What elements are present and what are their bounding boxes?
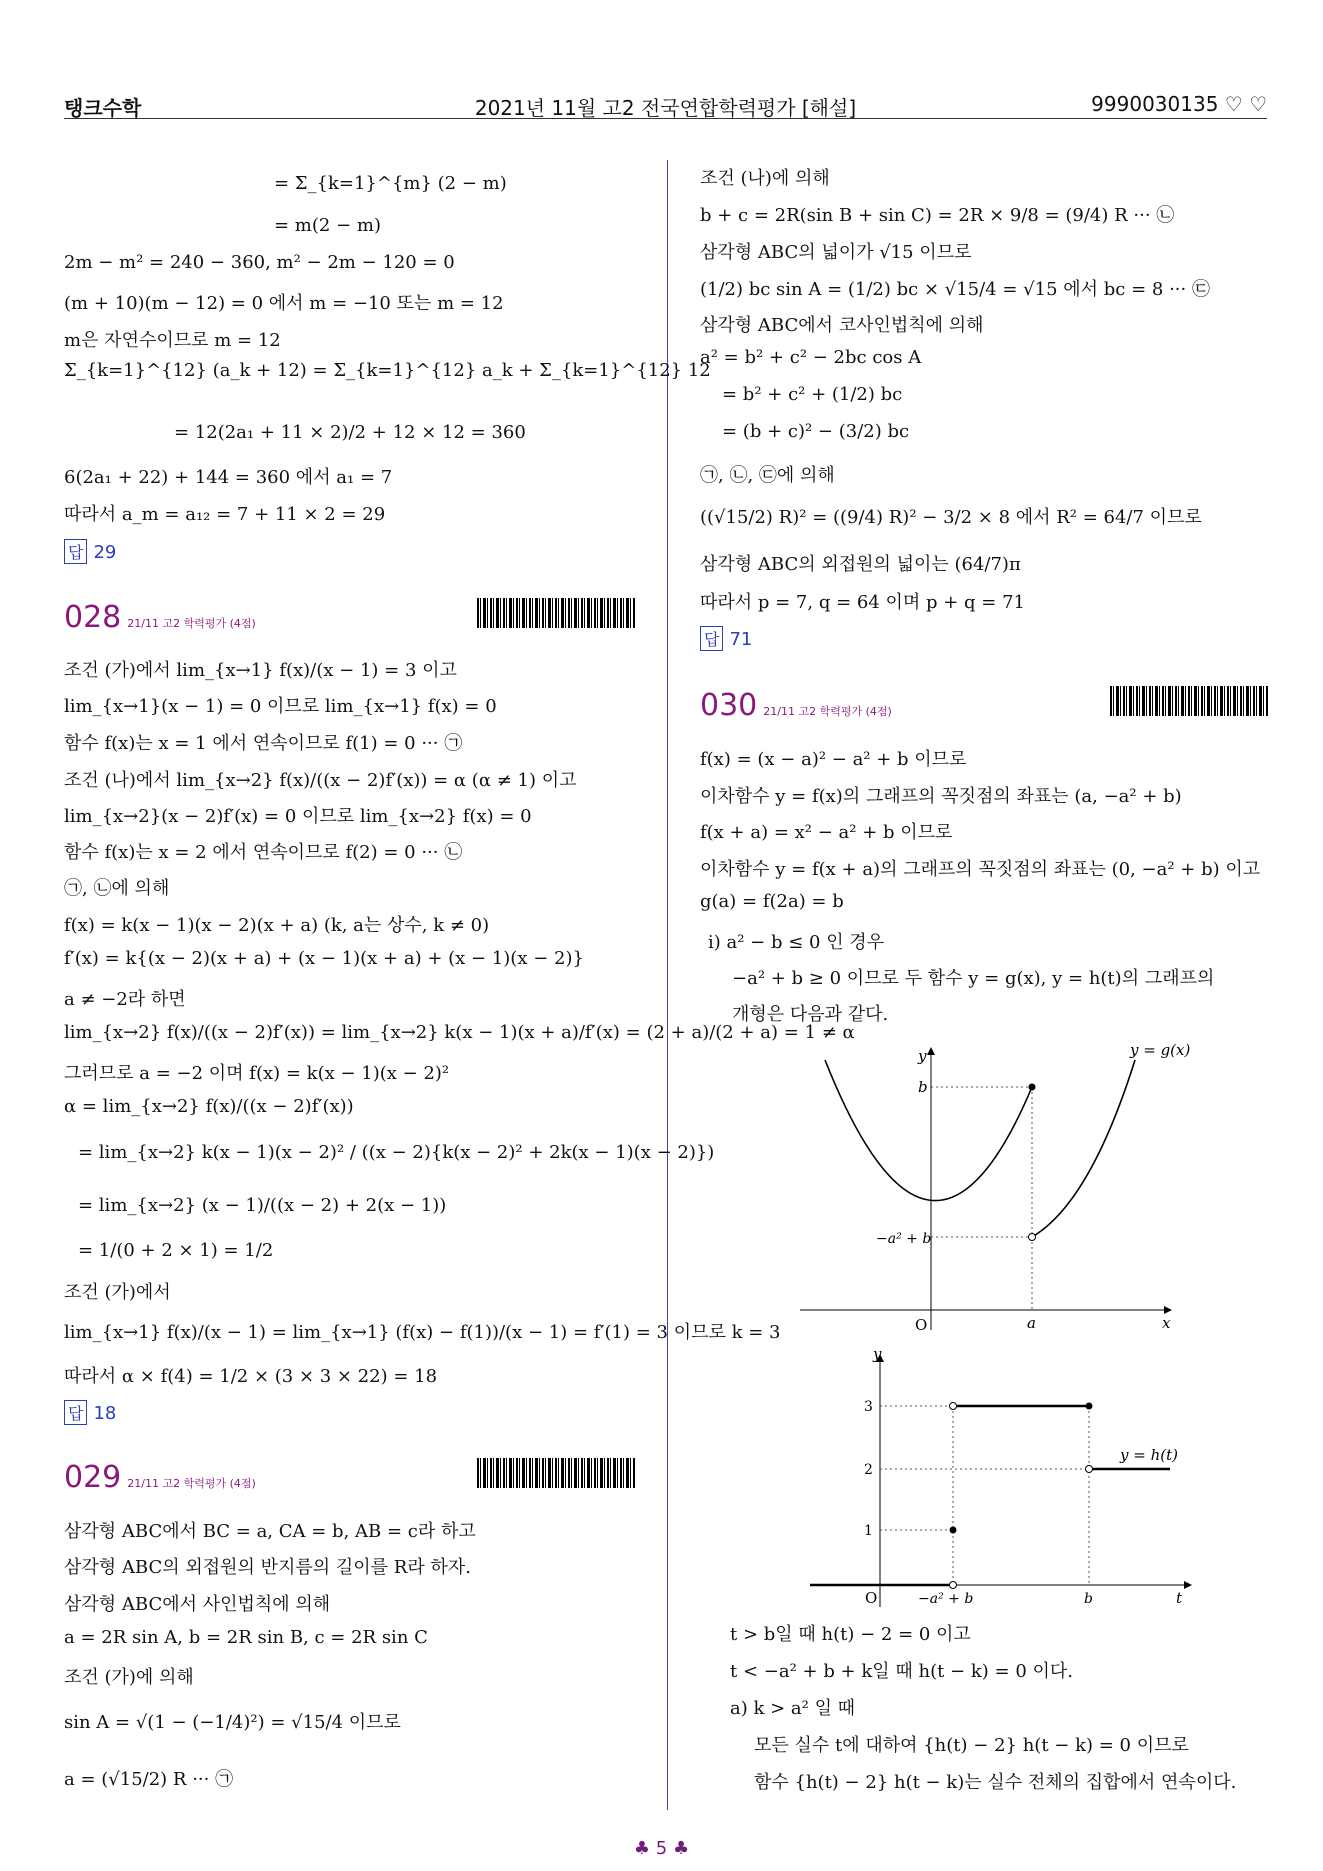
open-point xyxy=(1029,1234,1036,1241)
closed-point xyxy=(950,1527,957,1534)
solution-line: Σ_{k=1}^{12} (a_k + 12) = Σ_{k=1}^{12} a_k + Σ_{k=1}^{12} 12 xyxy=(64,360,711,381)
solution-line: 따라서 p = 7, q = 64 이며 p + q = 71 xyxy=(700,592,1025,613)
solution-line: g(a) = f(2a) = b xyxy=(700,891,844,912)
solution-line: 조건 (가)에 의해 xyxy=(64,1667,194,1688)
solution-line: f(x + a) = x² − a² + b 이므로 xyxy=(700,822,953,843)
page-number: ♣ 5 ♣ xyxy=(633,1838,690,1859)
barcode-030 xyxy=(1110,686,1268,716)
solution-line: a² = b² + c² − 2bc cos A xyxy=(700,347,922,368)
solution-line: b + c = 2R(sin B + sin C) = 2R × 9/8 = (9/4) R ··· ㉡ xyxy=(700,205,1175,226)
solution-line: ⅰ) a² − b ≤ 0 인 경우 xyxy=(708,932,885,953)
graph-h xyxy=(800,1345,1200,1615)
solution-line: 따라서 a_m = a₁₂ = 7 + 11 × 2 = 29 xyxy=(64,504,386,525)
question-header-028: 028 21/11 고2 학력평가 (4점) xyxy=(64,600,256,635)
closed-point xyxy=(1029,1084,1036,1091)
solution-line: = (b + c)² − (3/2) bc xyxy=(722,421,910,442)
origin-label: O xyxy=(915,1316,928,1334)
answer-029: 답 71 xyxy=(700,626,752,651)
exam-code: 9990030135 ♡ ♡ xyxy=(1091,92,1267,116)
t-label: t xyxy=(1176,1589,1183,1607)
solution-line: t > b일 때 h(t) − 2 = 0 이고 xyxy=(730,1624,971,1645)
solution-line: 그러므로 a = −2 이며 f(x) = k(x − 1)(x − 2)² xyxy=(64,1063,450,1084)
solution-line: (1/2) bc sin A = (1/2) bc × √15/4 = √15 에서 bc = 8 ··· ㉢ xyxy=(700,279,1210,300)
solution-line: = Σ_{k=1}^{m} (2 − m) xyxy=(274,173,507,194)
solution-line: 조건 (가)에서 lim_{x→1} f(x)/(x − 1) = 3 이고 xyxy=(64,660,457,681)
open-point xyxy=(1086,1466,1093,1473)
closed-point xyxy=(1086,1403,1093,1410)
origin-label: O xyxy=(865,1589,878,1607)
t-axis-arrow-icon xyxy=(1184,1581,1192,1589)
solution-line: = 12(2a₁ + 11 × 2)/2 + 12 × 12 = 360 xyxy=(174,422,526,443)
open-point xyxy=(950,1582,957,1589)
x-label: x xyxy=(1162,1314,1171,1332)
column-divider xyxy=(667,160,668,1810)
y-label: y xyxy=(918,1047,927,1065)
solution-line: lim_{x→2}(x − 2)f′(x) = 0 이므로 lim_{x→2} f(x) = 0 xyxy=(64,806,532,827)
solution-line: 삼각형 ABC에서 코사인법칙에 의해 xyxy=(700,315,984,336)
tick-a: a xyxy=(1027,1314,1036,1332)
solution-line: 따라서 α × f(4) = 1/2 × (3 × 3 × 22) = 18 xyxy=(64,1366,438,1387)
solution-line: 함수 {h(t) − 2} h(t − k)는 실수 전체의 집합에서 연속이다. xyxy=(754,1772,1237,1793)
solution-line: 함수 f(x)는 x = 2 에서 연속이므로 f(2) = 0 ··· ㉡ xyxy=(64,842,463,863)
solution-line: 조건 (나)에 의해 xyxy=(700,168,830,189)
solution-line: a = 2R sin A, b = 2R sin B, c = 2R sin C xyxy=(64,1627,428,1648)
solution-line: = m(2 − m) xyxy=(274,215,381,236)
answer-027: 답 29 xyxy=(64,539,116,564)
publisher: 탱크수학 xyxy=(64,96,142,120)
tick-xa: −a² + b xyxy=(918,1591,974,1607)
solution-line: 삼각형 ABC에서 사인법칙에 의해 xyxy=(64,1594,331,1615)
solution-line: 모든 실수 t에 대하여 {h(t) − 2} h(t − k) = 0 이므로 xyxy=(754,1735,1189,1756)
solution-line: (m + 10)(m − 12) = 0 에서 m = −10 또는 m = 12 xyxy=(64,293,504,314)
tick-2: 2 xyxy=(864,1462,873,1478)
tick-1: 1 xyxy=(864,1523,873,1539)
solution-line: 6(2a₁ + 22) + 144 = 360 에서 a₁ = 7 xyxy=(64,467,393,488)
solution-line: ㉠, ㉡에 의해 xyxy=(64,878,170,899)
solution-line: f(x) = (x − a)² − a² + b 이므로 xyxy=(700,749,967,770)
open-point xyxy=(950,1403,957,1410)
parabola-left xyxy=(825,1060,1032,1201)
parabola-right xyxy=(1032,1060,1135,1237)
solution-line: f′(x) = k{(x − 2)(x + a) + (x − 1)(x + a) + (x − 1)(x − 2)} xyxy=(64,948,584,969)
tick-xb: b xyxy=(1084,1591,1093,1607)
solution-line: = 1/(0 + 2 × 1) = 1/2 xyxy=(78,1240,274,1261)
question-header-029: 029 21/11 고2 학력평가 (4점) xyxy=(64,1460,256,1495)
graph-title: y = g(x) xyxy=(1130,1041,1191,1059)
solution-line: ㉠, ㉡, ㉢에 의해 xyxy=(700,465,835,486)
graph-g xyxy=(800,1035,1191,1335)
solution-line: α = lim_{x→2} f(x)/((x − 2)f′(x)) xyxy=(64,1096,354,1117)
barcode-028 xyxy=(477,598,635,628)
y-axis-arrow-icon xyxy=(927,1047,935,1055)
solution-line: lim_{x→1}(x − 1) = 0 이므로 lim_{x→1} f(x) = 0 xyxy=(64,696,497,717)
solution-line: 이차함수 y = f(x)의 그래프의 꼭짓점의 좌표는 (a, −a² + b) xyxy=(700,786,1182,807)
tick-b: b xyxy=(918,1078,928,1096)
tick-vertex: −a² + b xyxy=(876,1231,932,1247)
graph-title: y = h(t) xyxy=(1120,1446,1178,1464)
solution-line: a ≠ −2라 하면 xyxy=(64,989,186,1010)
solution-line: a = (√15/2) R ··· ㉠ xyxy=(64,1769,234,1790)
solution-line: = b² + c² + (1/2) bc xyxy=(722,384,903,405)
solution-line: −a² + b ≥ 0 이므로 두 함수 y = g(x), y = h(t)의 그래프의 xyxy=(732,968,1215,989)
solution-line: 조건 (가)에서 xyxy=(64,1282,171,1303)
tick-3: 3 xyxy=(864,1399,873,1415)
solution-line: 개형은 다음과 같다. xyxy=(732,1004,889,1025)
solution-line: f(x) = k(x − 1)(x − 2)(x + a) (k, a는 상수, k ≠ 0) xyxy=(64,915,490,936)
solution-line: 함수 f(x)는 x = 1 에서 연속이므로 f(1) = 0 ··· ㉠ xyxy=(64,733,463,754)
solution-line: lim_{x→1} f(x)/(x − 1) = lim_{x→1} (f(x) − f(1))/(x − 1) = f′(1) = 3 이므로 k = 3 xyxy=(64,1322,781,1343)
solution-line: 삼각형 ABC의 외접원의 반지름의 길이를 R라 하자. xyxy=(64,1557,471,1578)
solution-line: sin A = √(1 − (−1/4)²) = √15/4 이므로 xyxy=(64,1712,401,1733)
barcode-029 xyxy=(477,1458,635,1488)
solution-line: = lim_{x→2} (x − 1)/((x − 2) + 2(x − 1)) xyxy=(78,1195,447,1216)
solution-line: 이차함수 y = f(x + a)의 그래프의 꼭짓점의 좌표는 (0, −a² + b) 이고 xyxy=(700,859,1261,880)
solution-line: 2m − m² = 240 − 360, m² − 2m − 120 = 0 xyxy=(64,252,455,273)
solution-line: 삼각형 ABC의 외접원의 넓이는 (64/7)π xyxy=(700,554,1021,575)
solution-line: a) k > a² 일 때 xyxy=(730,1698,856,1719)
solution-line: 삼각형 ABC의 넓이가 √15 이므로 xyxy=(700,242,972,263)
answer-028: 답 18 xyxy=(64,1400,116,1425)
solution-line: = lim_{x→2} k(x − 1)(x − 2)² / ((x − 2){k(x − 2)² + 2k(x − 1)(x − 2)}) xyxy=(78,1142,715,1163)
exam-title: 2021년 11월 고2 전국연합학력평가 [해설] xyxy=(474,96,857,120)
solution-line: t < −a² + b + k일 때 h(t − k) = 0 이다. xyxy=(730,1661,1073,1682)
solution-line: 조건 (나)에서 lim_{x→2} f(x)/((x − 2)f′(x)) = α (α ≠ 1) 이고 xyxy=(64,770,577,791)
x-axis-arrow-icon xyxy=(1164,1306,1172,1314)
solution-line: 삼각형 ABC에서 BC = a, CA = b, AB = c라 하고 xyxy=(64,1521,476,1542)
question-header-030: 030 21/11 고2 학력평가 (4점) xyxy=(700,688,892,723)
y-label: y xyxy=(873,1345,882,1363)
solution-line: lim_{x→2} f(x)/((x − 2)f′(x)) = lim_{x→2} k(x − 1)(x + a)/f′(x) = (2 + a)/(2 + a) = 1 ≠ α xyxy=(64,1022,855,1043)
solution-line: ((√15/2) R)² = ((9/4) R)² − 3/2 × 8 에서 R² = 64/7 이므로 xyxy=(700,507,1202,528)
solution-line: m은 자연수이므로 m = 12 xyxy=(64,330,281,351)
